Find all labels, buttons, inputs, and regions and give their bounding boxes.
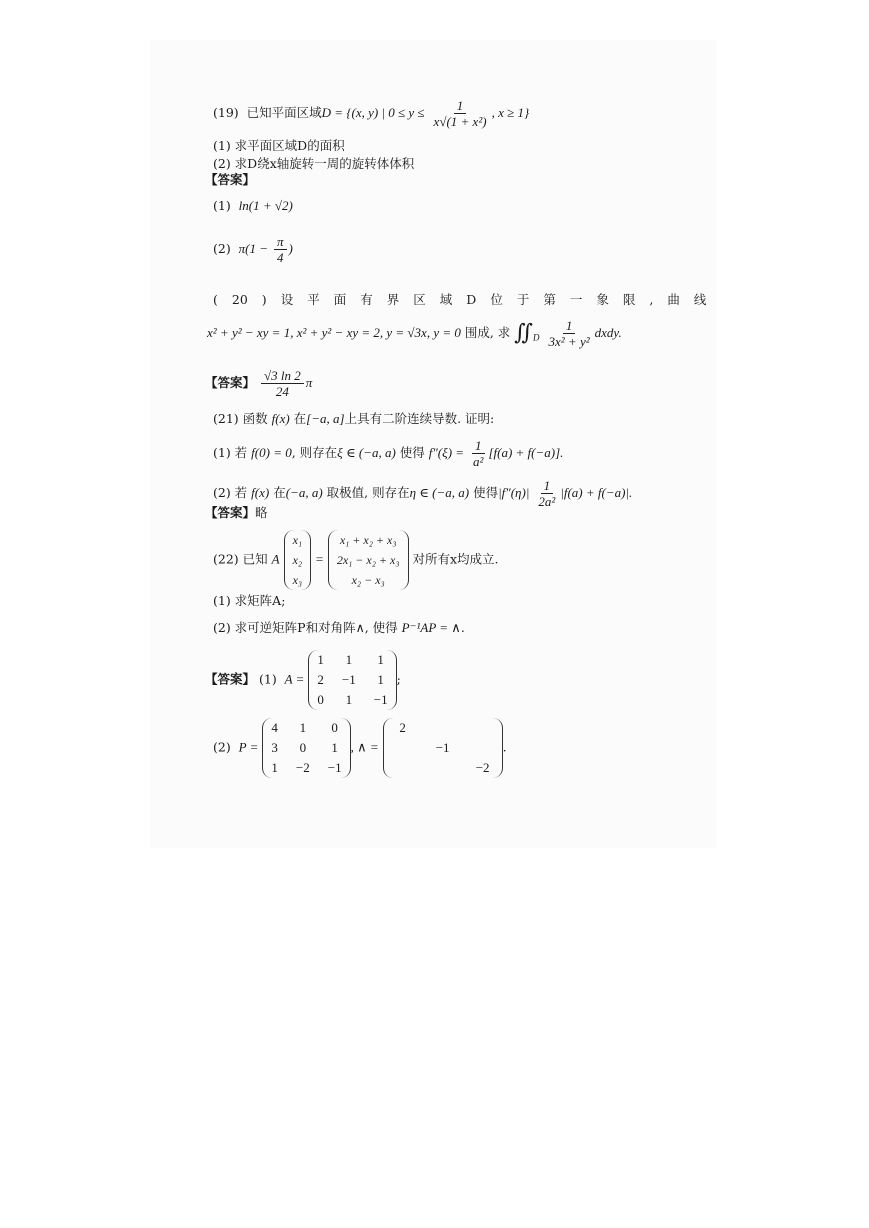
q22-part2-text: (2) 求可逆矩阵P和对角阵∧, 使得 [213,620,398,635]
q19-ans2-pre: π(1 − [238,241,269,256]
q19-ans1-value: ln(1 + √2) [238,198,293,213]
vector-entry: x₂ − x₃ [351,573,385,587]
matrix-entry: 0 [299,740,307,755]
matrix-entry: 1 [377,652,384,667]
q20-heading-char: 于 [516,292,530,307]
q22-ans1-label: (1) [259,671,277,687]
q19-frac-num: 1 [454,98,467,114]
q22-answer-title: 【答案】 [205,671,256,687]
q19-ans2-fraction [274,234,287,265]
matrix-entry: −2 [475,760,490,775]
q22-part2 [213,620,465,636]
q20-ans-pi: π [305,375,313,390]
vector-entry: x₃ [292,573,303,587]
q21-stem [213,411,494,427]
matrix-entry: 1 [345,692,353,707]
q22-ans2-sep: , ∧ = [350,739,379,755]
q21-answer-text: 略 [255,505,268,520]
q21-p1-label: (1) 若 [213,445,248,460]
q21-p1-num: 1 [472,438,485,454]
q20-heading-char: ( [213,292,218,307]
q19-part2: (2) 求D绕x轴旋转一周的旋转体体积 [213,156,415,171]
q21-p2-fx: f(x) [251,485,270,500]
q22-answer2 [213,718,507,778]
q20-heading-char: 界 [386,292,400,307]
matrix-entry [392,740,414,756]
q20-double-integral: ∬ [514,320,534,346]
matrix-entry [472,740,494,756]
q20-heading-char: ) [261,292,267,307]
q19-ans2-den: 4 [277,250,284,265]
q22-vector-x [284,530,312,590]
q21-p1-rhs: [f(a) + f(−a)]. [488,445,564,460]
q21-p2-num: 1 [541,478,554,494]
vector-entry: x₁ [292,533,303,547]
matrix-entry: 0 [317,692,324,707]
q20-heading-char: 位 [490,292,503,307]
q20-heading-char: 区 [413,292,426,307]
q21-p1-den: a² [473,454,484,469]
q21-answer-title: 【答案】 [205,505,256,520]
matrix-entry: 2 [317,672,324,687]
q21-p2-interval: (−a, a) [285,485,323,500]
q21-p1-cond: f(0) = 0 [251,445,292,460]
q20-line2 [207,318,622,349]
q21-answer [205,505,268,521]
q20-frac-den: 3x² + y² [548,334,590,349]
q20-heading-char: 一 [569,292,583,307]
q19-answer1 [213,198,293,214]
q21-p1-text1: , 则存在 [291,445,338,460]
q22-ans1-post: ; [396,671,401,687]
q21-part2 [213,478,632,509]
q20-heading [213,292,720,308]
q19-set-tail: , x ≥ 1} [491,105,530,120]
matrix-entry: 4 [271,720,278,735]
vector-entry: x₁ + x₂ + x₃ [339,533,397,547]
matrix-entry: 1 [345,652,353,667]
matrix-entry: 3 [271,740,278,755]
q19-stem-text: 已知平面区域 [246,105,322,120]
q22-part2-post: . [460,620,465,635]
q22-matrix-P [262,718,350,778]
q22-matrix-Lambda [383,718,503,778]
q20-heading-char: 设 [280,292,294,307]
q19-part1: (1) 求平面区域D的面积 [213,138,345,153]
q20-heading-char: 线 [693,292,707,307]
q20-heading-char: 域 [439,292,453,307]
q20-frac-num: 1 [563,318,576,334]
q22-label: (22) 已知 [213,551,268,567]
q20-heading-char: 限 [622,292,636,307]
q20-heading-char: 象 [596,292,609,307]
q22-ans1-eq: A = [284,671,305,687]
q21-p1-fraction [470,438,486,469]
q19-fraction [431,98,490,129]
q20-ans-num: √3 ln 2 [261,368,304,384]
q19-frac-den: x√(1 + x²) [433,114,487,129]
q22-ans2-label: (2) [213,739,231,755]
q20-answer [205,368,312,399]
q21-p2-eta: η ∈ (−a, a) [409,485,470,500]
matrix-entry: 1 [271,760,278,775]
q22-answer1 [205,650,401,710]
q20-answer-fraction [261,368,304,399]
vector-entry: 2x₁ − x₂ + x₃ [336,553,400,567]
matrix-entry: 1 [317,652,324,667]
q22-matrix-A [308,650,396,710]
q21-text1: 在 [293,411,307,426]
q19-answer-title: 【答案】 [205,172,256,187]
q20-heading-char: 20 [231,292,248,307]
q20-heading-char: D [466,292,477,307]
q20-ans-den: 24 [275,384,289,399]
matrix-entry: 1 [377,672,384,687]
q22-matrix-symbol: A [271,551,280,567]
q20-heading-char: , [649,292,654,307]
q19-ans1-label: (1) [213,198,231,213]
q20-heading-char: 有 [360,292,373,307]
matrix-entry: −1 [373,692,388,707]
q21-text2: 上具有二阶连续导数. 证明: [344,411,495,426]
q22-vector-rhs [328,530,409,590]
matrix-entry: −1 [341,672,356,687]
matrix-entry: 0 [331,720,338,735]
q20-dxdy: dxdy. [594,325,622,340]
q21-p2-rhs: |f(a) + f(−a)|. [560,485,633,500]
q21-fx: f(x) [271,411,290,426]
q20-heading-char: 面 [333,292,347,307]
q19-ans2-num: π [274,234,287,250]
q20-integral-domain: D [533,332,540,343]
q22-part1: (1) 求矩阵A; [213,593,286,608]
q21-part1 [213,438,563,469]
matrix-entry: −1 [435,740,450,755]
q21-p1-lhs: f″(ξ) = [428,445,465,460]
matrix-entry [472,720,494,736]
q22-ans2-post: . [502,739,507,755]
matrix-entry: −2 [295,760,310,775]
q20-heading-char: 平 [307,292,320,307]
q21-p2-den: 2a² [538,494,556,509]
matrix-entry: 1 [299,720,307,735]
q21-p1-text2: 使得 [399,445,425,460]
matrix-entry: −1 [327,760,342,775]
q21-p2-lhs: |f″(η)| [498,485,530,500]
q19-answer2 [213,234,293,265]
q22-ans2-eqP: P = [238,739,259,755]
q20-answer-title: 【答案】 [205,375,256,390]
q21-p1-xi: ξ ∈ (−a, a) [337,445,396,460]
q21-p2-text3: 使得 [473,485,499,500]
q22-part2-math: P⁻¹AP = ∧ [401,620,461,635]
vector-entry: x₂ [292,553,303,567]
q20-integrand [546,318,593,349]
q19-set: D = {(x, y) | 0 ≤ y ≤ [321,105,425,120]
q19-ans2-label: (2) [213,241,231,256]
q21-label: (21) 函数 [213,411,268,426]
matrix-entry [432,720,454,736]
q19-ans2-post: ) [288,241,293,256]
q20-heading-char: 曲 [667,292,680,307]
q19-label: (19) [213,105,239,120]
q21-p2-text1: 在 [273,485,286,500]
q21-p2-text2: 取极值, 则存在 [326,485,410,500]
q22-stem: (22) 已知 A x₁ x₂ x₃ = x₁ + x₂ + x₃ 2x₁ − x₂ + x₃ x₂ − x₃ 对所有x均成立. [213,530,499,590]
q19-stem [213,98,529,129]
q20-enclose-text: 围成, 求 [464,325,511,340]
matrix-entry [432,760,454,776]
q21-p2-fraction [535,478,558,509]
q21-interval: [−a, a] [306,411,345,426]
q20-heading-char: 第 [543,292,556,307]
matrix-entry [392,760,414,776]
q20-curves: x² + y² − xy = 1, x² + y² − xy = 2, y = √3x, y = 0 [207,325,461,340]
q22-tail: 对所有x均成立. [412,551,499,567]
matrix-entry: 2 [399,720,406,735]
matrix-entry: 1 [331,740,338,755]
q21-p2-label: (2) 若 [213,485,248,500]
